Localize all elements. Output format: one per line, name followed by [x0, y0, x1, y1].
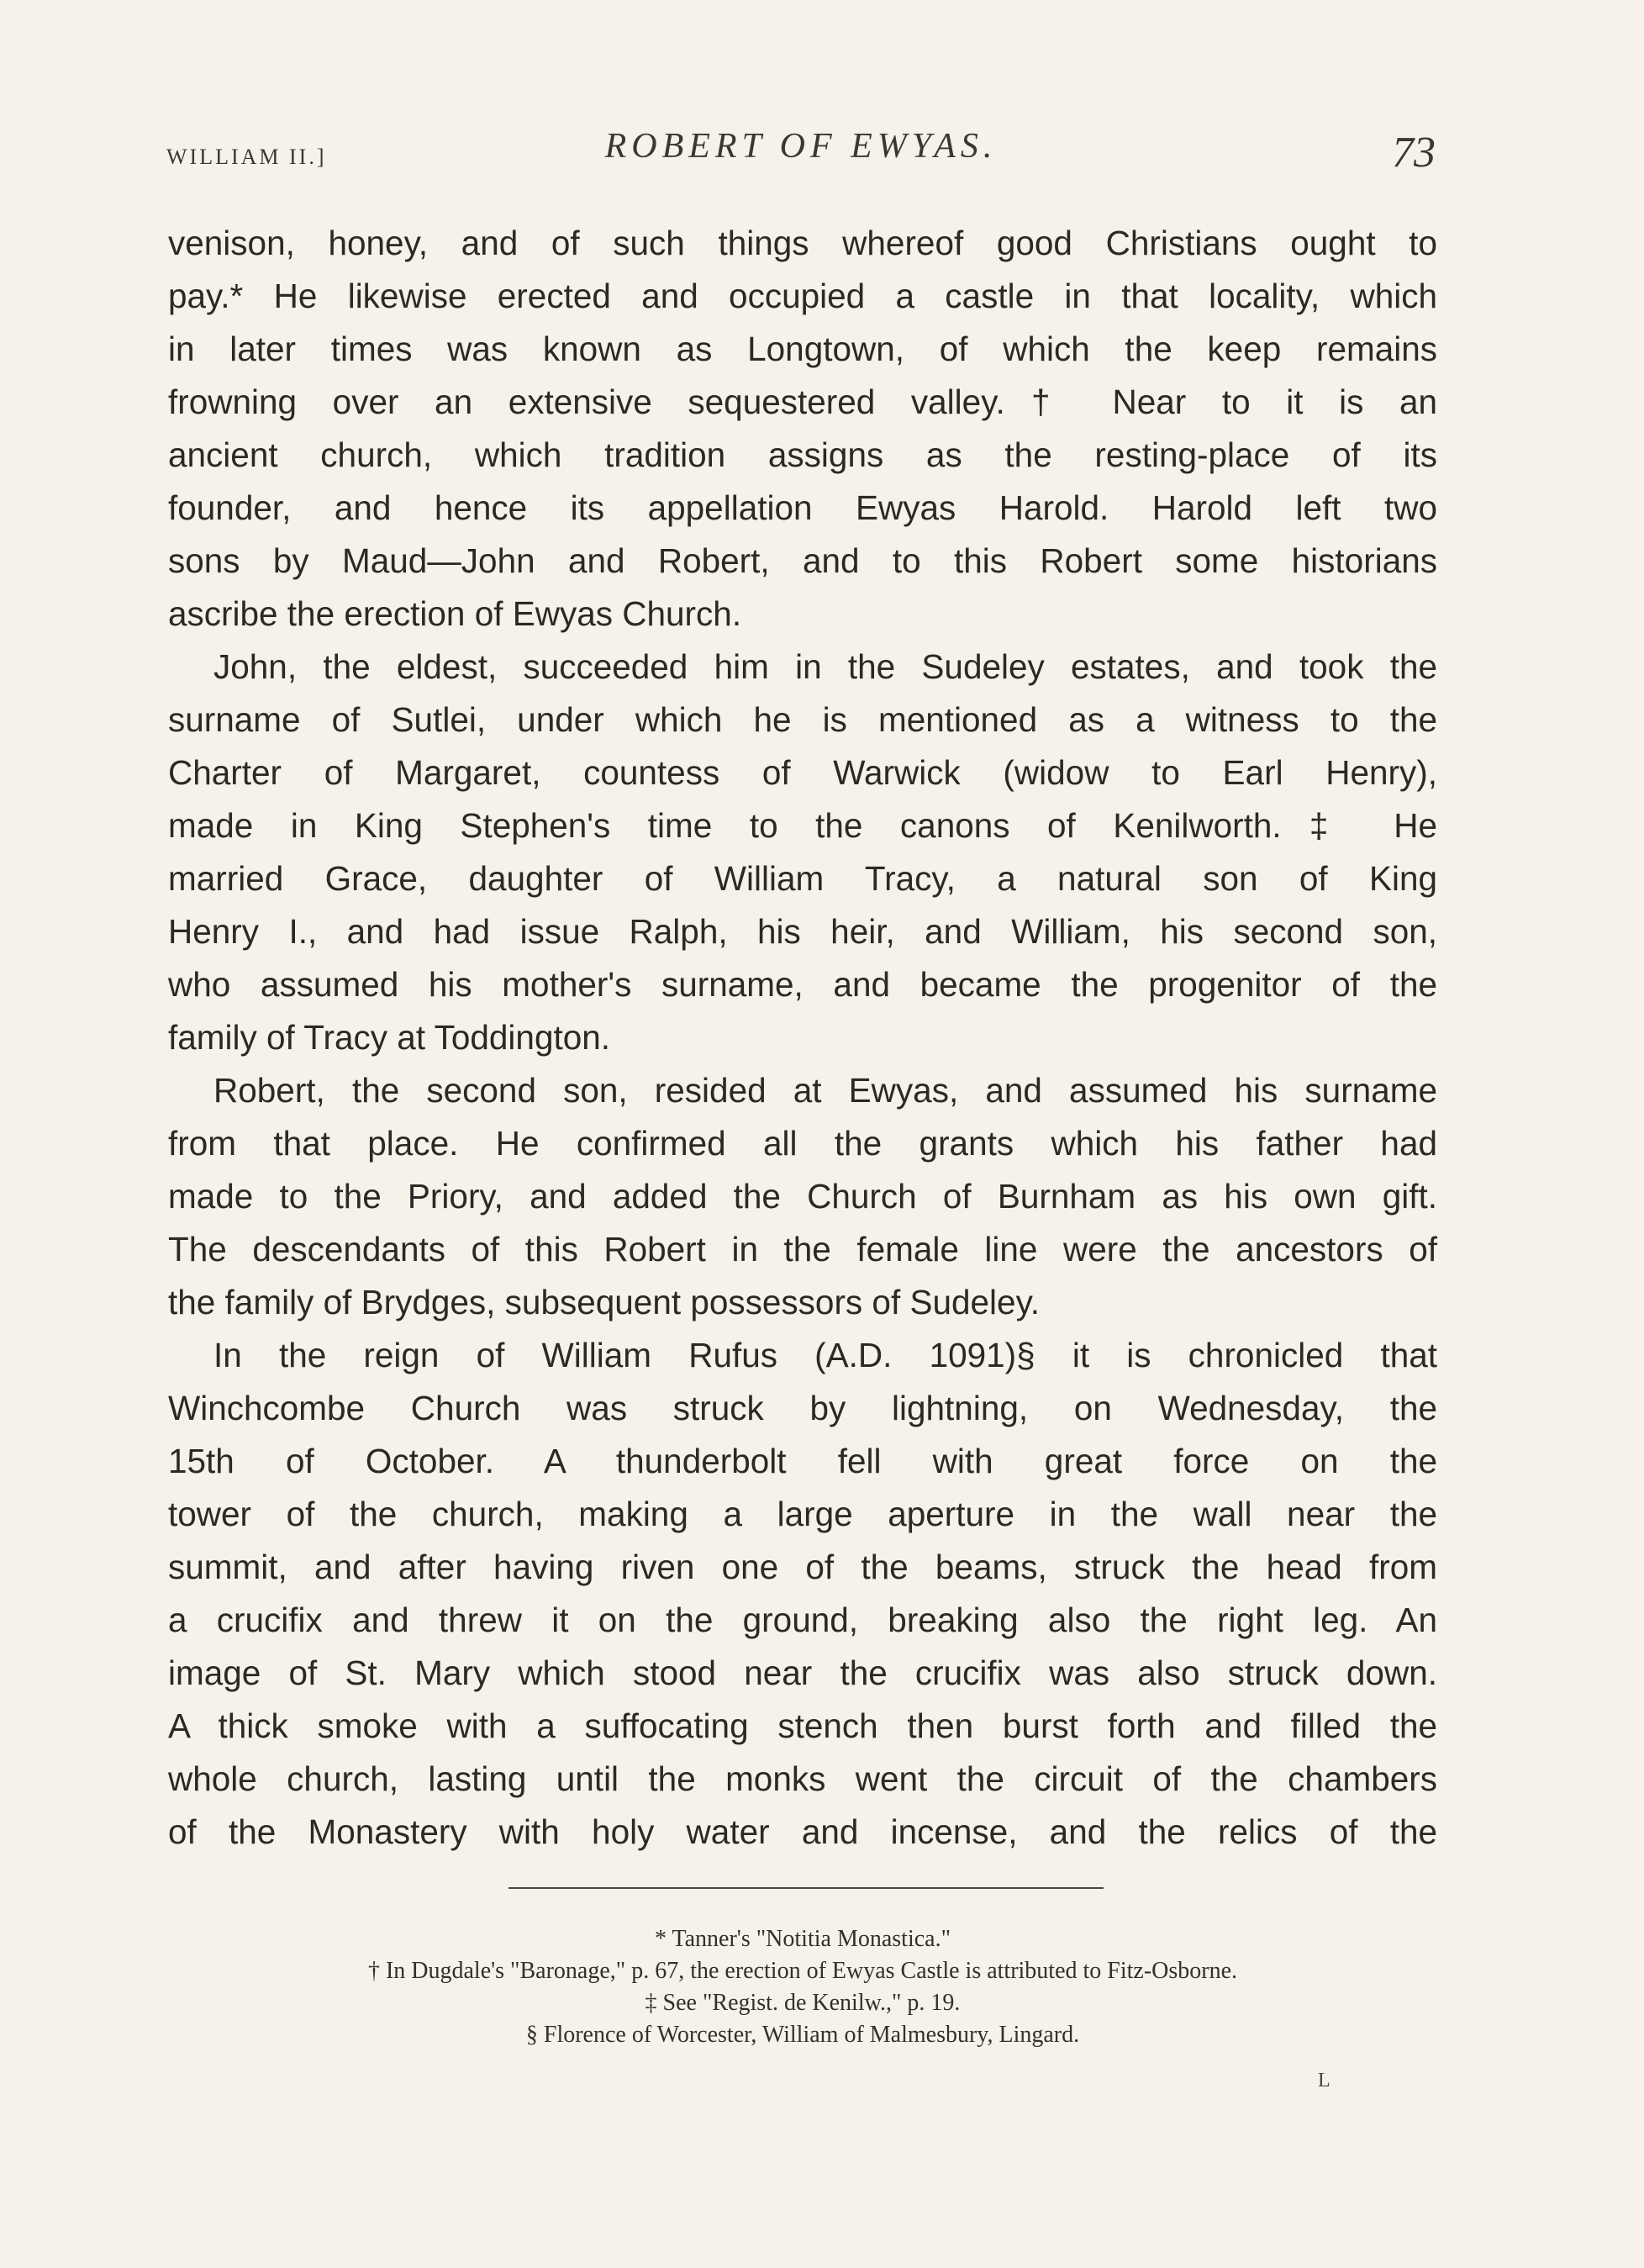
text-line: sons by Maud—John and Robert, and to this Robert some historians — [168, 541, 1437, 580]
text-line: in later times was known as Longtown, of which the keep remains — [168, 330, 1437, 368]
paragraph-3 — [168, 1064, 1437, 1329]
text-line: the family of Brydges, subsequent possessors of Sudeley. — [168, 1283, 1041, 1321]
body-text — [168, 217, 1437, 1859]
paragraph-1 — [168, 217, 1437, 641]
running-head — [166, 126, 1436, 185]
footnote-4: § Florence of Worcester, William of Malmesbury, Lingard. — [525, 2022, 1080, 2048]
signature-mark: L — [1318, 2070, 1330, 2091]
page-number: 73 — [1392, 129, 1436, 177]
text-line: who assumed his mother's surname, and became the progenitor of the — [168, 965, 1437, 1004]
running-head-title: ROBERT OF EWYAS. — [604, 127, 998, 166]
text-line: summit, and after having riven one of the beams, struck the head from — [168, 1548, 1437, 1586]
footnote-3: ‡ See "Regist. de Kenilw.," p. 19. — [645, 1990, 961, 2016]
text-line: John, the eldest, succeeded him in the Sudeley estates, and took the — [213, 647, 1437, 686]
text-line: venison, honey, and of such things whereof good Christians ought to — [168, 224, 1437, 262]
text-line: founder, and hence its appellation Ewyas Harold. Harold left two — [168, 488, 1437, 527]
text-line: Winchcombe Church was struck by lightning, on Wednesday, the — [168, 1389, 1437, 1427]
text-line: Robert, the second son, resided at Ewyas, and assumed his surname — [213, 1071, 1437, 1110]
running-head-chapter: WILLIAM II.] — [166, 145, 327, 169]
text-line: married Grace, daughter of William Tracy, a natural son of King — [168, 859, 1437, 898]
signature-mark-holder — [1318, 2070, 1330, 2092]
paragraph-2 — [168, 641, 1437, 1064]
text-line: Charter of Margaret, countess of Warwick (widow to Earl Henry), — [168, 753, 1437, 792]
footnote-1: * Tanner's "Notitia Monastica." — [654, 1926, 951, 1952]
text-line: image of St. Mary which stood near the crucifix was also struck down. — [168, 1654, 1437, 1692]
footnote-divider — [508, 1887, 1104, 1889]
text-line: A thick smoke with a suffocating stench then burst forth and filled the — [168, 1706, 1437, 1745]
text-line: 15th of October. A thunderbolt fell with great force on the — [168, 1442, 1437, 1480]
text-line: made in King Stephen's time to the canons of Kenilworth.‡ He — [168, 806, 1437, 845]
text-line: The descendants of this Robert in the female line were the ancestors of — [168, 1230, 1437, 1268]
text-line: from that place. He confirmed all the grants which his father had — [168, 1124, 1437, 1163]
footnotes — [168, 1923, 1437, 2051]
text-line: surname of Sutlei, under which he is mentioned as a witness to the — [168, 700, 1437, 739]
text-line: pay.* He likewise erected and occupied a castle in that locality, which — [168, 277, 1437, 315]
text-line: Henry I., and had issue Ralph, his heir, and William, his second son, — [168, 912, 1437, 951]
text-line: In the reign of William Rufus (A.D. 1091)§ it is chronicled that — [213, 1336, 1437, 1374]
text-line: tower of the church, making a large aperture in the wall near the — [168, 1495, 1437, 1533]
text-line: a crucifix and threw it on the ground, breaking also the right leg. An — [168, 1601, 1437, 1639]
text-line: ancient church, which tradition assigns as the resting-place of its — [168, 435, 1437, 474]
footnote-2: † In Dugdale's "Baronage," p. 67, the erection of Ewyas Castle is attributed to Fitz-Osborne. — [367, 1958, 1238, 1984]
text-line: whole church, lasting until the monks went the circuit of the chambers — [168, 1759, 1437, 1798]
text-line: family of Tracy at Toddington. — [168, 1018, 611, 1057]
text-line: frowning over an extensive sequestered valley.† Near to it is an — [168, 382, 1437, 421]
text-line: of the Monastery with holy water and incense, and the relics of the — [168, 1812, 1437, 1851]
text-line: made to the Priory, and added the Church of Burnham as his own gift. — [168, 1177, 1437, 1216]
paragraph-4 — [168, 1329, 1437, 1859]
text-line: ascribe the erection of Ewyas Church. — [168, 594, 742, 633]
